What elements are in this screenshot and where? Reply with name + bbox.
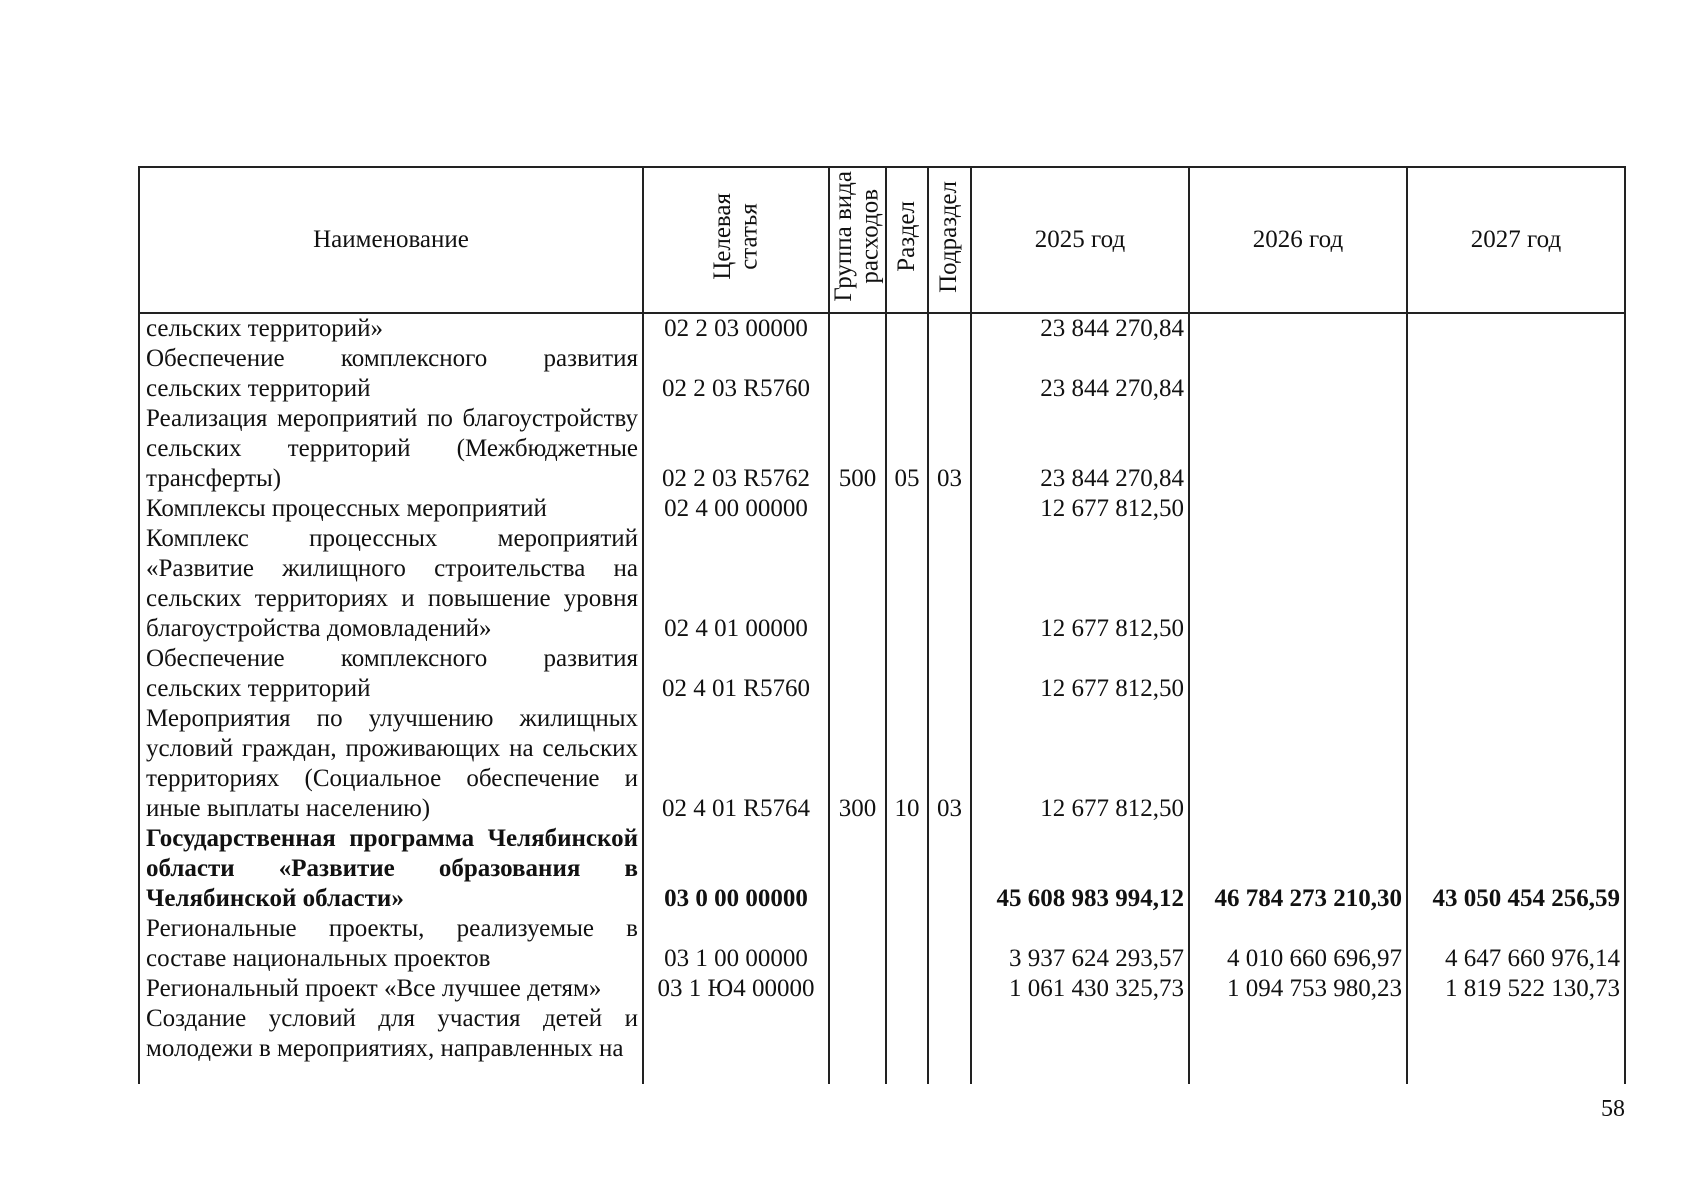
header-subsection — [928, 167, 971, 313]
row-name: Мероприятия по улучшению жилищных условий граждан, проживающих на сельских территориях (Социальное обеспечение и иные выплаты населению) — [139, 704, 643, 824]
row-name: Обеспечение комплексного развития сельских территорий — [139, 344, 643, 404]
row-amount-2027 — [1407, 344, 1625, 404]
header-subsection-label: Подраздел — [935, 180, 963, 293]
row-subsection: 03 — [928, 704, 971, 824]
row-amount-2027: 43 050 454 256,59 — [1407, 824, 1625, 914]
row-section — [886, 344, 928, 404]
row-section: 05 — [886, 404, 928, 494]
row-section — [886, 914, 928, 974]
row-expense-group: 500 — [829, 404, 886, 494]
table-row — [139, 704, 1625, 824]
row-target-article: 02 4 01 00000 — [643, 524, 829, 644]
row-amount-2026 — [1189, 704, 1407, 824]
row-amount-2027 — [1407, 313, 1625, 344]
row-amount-2026 — [1189, 1004, 1407, 1064]
table-row — [139, 1004, 1625, 1064]
table-filler-row — [139, 1064, 1625, 1084]
filler-cell — [829, 1064, 886, 1084]
table-row — [139, 494, 1625, 524]
row-amount-2025 — [971, 1004, 1189, 1064]
row-expense-group — [829, 824, 886, 914]
row-amount-2026 — [1189, 524, 1407, 644]
filler-cell — [1189, 1064, 1407, 1084]
row-section — [886, 644, 928, 704]
row-subsection — [928, 1004, 971, 1064]
row-amount-2025: 23 844 270,84 — [971, 344, 1189, 404]
table-row — [139, 404, 1625, 494]
filler-cell — [643, 1064, 829, 1084]
row-name: Реализация мероприятий по благоустройству сельских территорий (Межбюджетные трансферты) — [139, 404, 643, 494]
row-expense-group — [829, 974, 886, 1004]
row-subsection — [928, 494, 971, 524]
row-amount-2027 — [1407, 404, 1625, 494]
row-target-article: 02 4 00 00000 — [643, 494, 829, 524]
row-expense-group — [829, 524, 886, 644]
row-amount-2026 — [1189, 644, 1407, 704]
header-year-2025: 2025 год — [971, 167, 1189, 313]
row-amount-2027: 4 647 660 976,14 — [1407, 914, 1625, 974]
row-amount-2027 — [1407, 494, 1625, 524]
table-row — [139, 313, 1625, 344]
row-subsection — [928, 914, 971, 974]
row-name: Региональные проекты, реализуемые в составе национальных проектов — [139, 914, 643, 974]
row-amount-2025: 23 844 270,84 — [971, 404, 1189, 494]
row-amount-2026: 4 010 660 696,97 — [1189, 914, 1407, 974]
row-target-article: 02 2 03 00000 — [643, 313, 829, 344]
row-name: Комплексы процессных мероприятий — [139, 494, 643, 524]
row-subsection: 03 — [928, 404, 971, 494]
row-section — [886, 494, 928, 524]
row-amount-2025: 3 937 624 293,57 — [971, 914, 1189, 974]
row-subsection — [928, 344, 971, 404]
header-target-article-label: Целевая статья — [708, 193, 762, 281]
row-name: сельских территорий» — [139, 313, 643, 344]
row-amount-2027 — [1407, 644, 1625, 704]
row-target-article: 02 2 03 R5762 — [643, 404, 829, 494]
row-subsection — [928, 313, 971, 344]
row-amount-2027 — [1407, 1004, 1625, 1064]
header-section — [886, 167, 928, 313]
header-year-2027: 2027 год — [1407, 167, 1625, 313]
row-target-article: 03 0 00 00000 — [643, 824, 829, 914]
row-amount-2026 — [1189, 344, 1407, 404]
row-target-article: 03 1 00 00000 — [643, 914, 829, 974]
row-section — [886, 313, 928, 344]
row-amount-2026: 46 784 273 210,30 — [1189, 824, 1407, 914]
header-year-2026: 2026 год — [1189, 167, 1407, 313]
row-subsection — [928, 974, 971, 1004]
row-target-article: 03 1 Ю4 00000 — [643, 974, 829, 1004]
row-name: Обеспечение комплексного развития сельских территорий — [139, 644, 643, 704]
row-amount-2025: 12 677 812,50 — [971, 524, 1189, 644]
row-amount-2025: 23 844 270,84 — [971, 313, 1189, 344]
row-amount-2025: 45 608 983 994,12 — [971, 824, 1189, 914]
filler-cell — [1407, 1064, 1625, 1084]
row-amount-2027 — [1407, 704, 1625, 824]
row-amount-2025: 12 677 812,50 — [971, 494, 1189, 524]
row-subsection — [928, 644, 971, 704]
row-name: Региональный проект «Все лучшее детям» — [139, 974, 643, 1004]
header-target-article — [643, 167, 829, 313]
row-amount-2026: 1 094 753 980,23 — [1189, 974, 1407, 1004]
table-row — [139, 344, 1625, 404]
row-section — [886, 974, 928, 1004]
table-header-row — [139, 167, 1625, 313]
row-amount-2026 — [1189, 404, 1407, 494]
row-subsection — [928, 524, 971, 644]
row-expense-group: 300 — [829, 704, 886, 824]
row-section: 10 — [886, 704, 928, 824]
filler-cell — [928, 1064, 971, 1084]
table-row — [139, 524, 1625, 644]
row-expense-group — [829, 313, 886, 344]
header-expense-group — [829, 167, 886, 313]
row-expense-group — [829, 914, 886, 974]
table-row — [139, 914, 1625, 974]
row-name: Комплекс процессных мероприятий «Развитие жилищного строительства на сельских территориях и повышение уровня благоустройства домовладений» — [139, 524, 643, 644]
row-name: Создание условий для участия детей и молодежи в мероприятиях, направленных на — [139, 1004, 643, 1064]
row-expense-group — [829, 644, 886, 704]
row-expense-group — [829, 494, 886, 524]
row-section — [886, 524, 928, 644]
table-row — [139, 974, 1625, 1004]
row-name: Государственная программа Челябинской области «Развитие образования в Челябинской области» — [139, 824, 643, 914]
row-section — [886, 824, 928, 914]
header-expense-group-label: Группа вида расходов — [830, 171, 884, 303]
filler-cell — [971, 1064, 1189, 1084]
row-amount-2027 — [1407, 524, 1625, 644]
row-amount-2025: 12 677 812,50 — [971, 644, 1189, 704]
page-number: 58 — [1601, 1096, 1625, 1122]
row-amount-2026 — [1189, 494, 1407, 524]
row-amount-2026 — [1189, 313, 1407, 344]
row-amount-2027: 1 819 522 130,73 — [1407, 974, 1625, 1004]
row-expense-group — [829, 344, 886, 404]
row-expense-group — [829, 1004, 886, 1064]
row-target-article: 02 4 01 R5760 — [643, 644, 829, 704]
table-row — [139, 644, 1625, 704]
row-target-article — [643, 1004, 829, 1064]
row-target-article: 02 2 03 R5760 — [643, 344, 829, 404]
row-target-article: 02 4 01 R5764 — [643, 704, 829, 824]
filler-cell — [886, 1064, 928, 1084]
budget-table — [138, 166, 1626, 1084]
filler-cell — [139, 1064, 643, 1084]
table-row-program-total — [139, 824, 1625, 914]
row-amount-2025: 1 061 430 325,73 — [971, 974, 1189, 1004]
row-subsection — [928, 824, 971, 914]
row-section — [886, 1004, 928, 1064]
header-section-label: Раздел — [892, 201, 920, 273]
header-name: Наименование — [139, 167, 643, 313]
row-amount-2025: 12 677 812,50 — [971, 704, 1189, 824]
